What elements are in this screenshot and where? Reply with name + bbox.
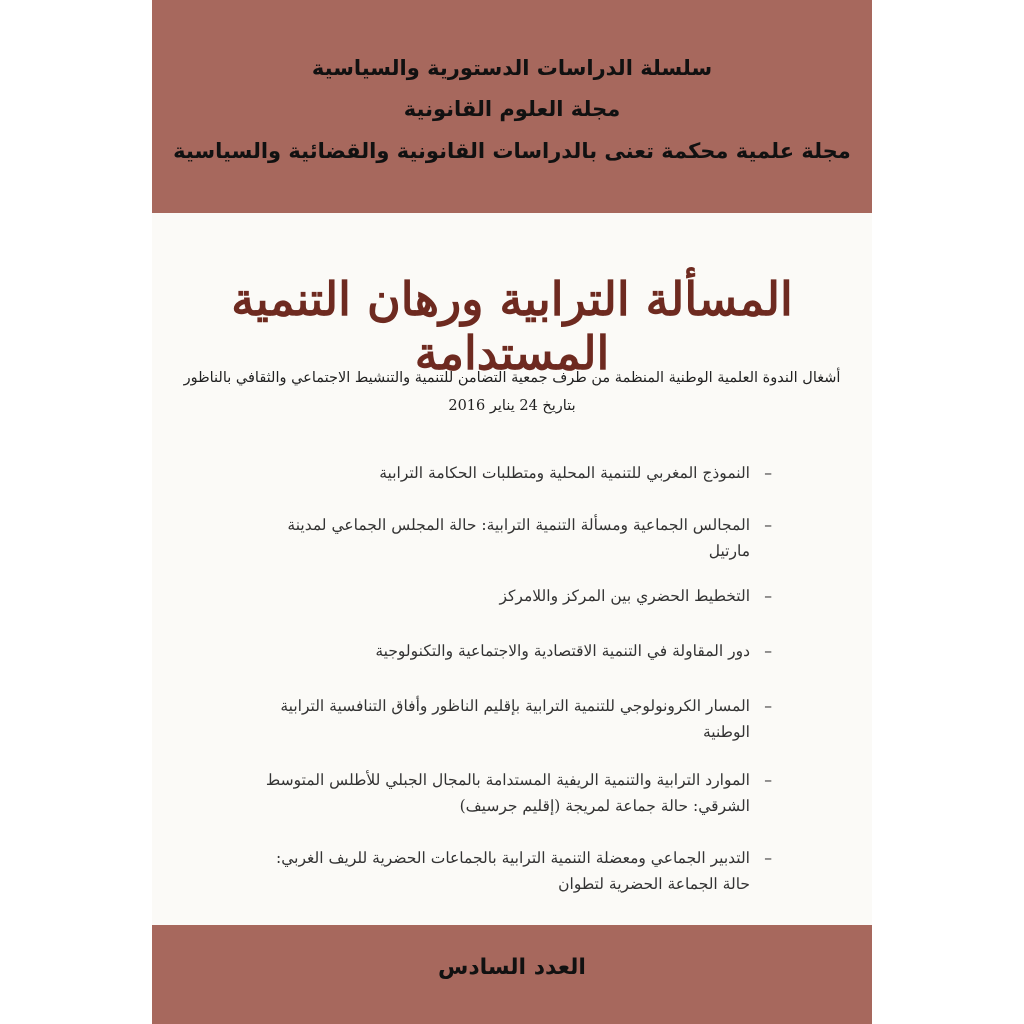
journal-description: مجلة علمية محكمة تعنى بالدراسات القانونية والقضائية والسياسية	[173, 139, 851, 163]
bullet: –	[764, 642, 772, 660]
list-item	[252, 638, 772, 693]
bullet: –	[764, 464, 772, 482]
contents-list	[252, 460, 772, 897]
bullet: –	[764, 697, 772, 715]
issue-number: العدد السادس	[438, 955, 586, 980]
book-title: المسألة الترابية ورهان التنمية المستدامة	[231, 272, 793, 380]
item-text: النموذج المغربي للتنمية المحلية ومتطلبات الحكامة الترابية	[379, 464, 750, 482]
item-text: المجالس الجماعية ومسألة التنمية الترابية: حالة المجلس الجماعي لمدينة مارتيل	[287, 516, 750, 560]
item-text: الموارد الترابية والتنمية الريفية المستدامة بالمجال الجبلي للأطلس المتوسط الشرقي: حالة جماعة لمريجة (إقليم جرسيف)	[265, 771, 750, 815]
item-text: التدبير الجماعي ومعضلة التنمية الترابية بالجماعات الحضرية للريف الغربي: حالة الجماعة الحضرية لتطوان	[276, 849, 750, 893]
list-item	[252, 460, 772, 512]
subtitle-date: بتاريخ 24 يناير 2016	[448, 398, 576, 414]
list-item	[252, 767, 772, 845]
item-text: المسار الكرونولوجي للتنمية الترابية بإقليم الناظور وأفاق التنافسية الترابية الوطنية	[280, 697, 750, 741]
header-band	[152, 0, 872, 213]
book-cover	[152, 0, 872, 1024]
journal-name: مجلة العلوم القانونية	[403, 97, 621, 121]
list-item	[252, 512, 772, 583]
item-text: التخطيط الحضري بين المركز واللامركز	[499, 587, 750, 605]
bullet: –	[764, 516, 772, 534]
series-name: سلسلة الدراسات الدستورية والسياسية	[311, 56, 713, 80]
bullet: –	[764, 849, 772, 867]
bullet: –	[764, 587, 772, 605]
list-item	[252, 845, 772, 897]
list-item	[252, 693, 772, 767]
subtitle-line-1: أشغال الندوة العلمية الوطنية المنظمة من طرف جمعية التضامن للتنمية والتنشيط الاجتماعي والثقافي بالناظور	[183, 370, 841, 386]
list-item	[252, 583, 772, 638]
bullet: –	[764, 771, 772, 789]
item-text: دور المقاولة في التنمية الاقتصادية والاجتماعية والتكنولوجية	[375, 642, 750, 660]
